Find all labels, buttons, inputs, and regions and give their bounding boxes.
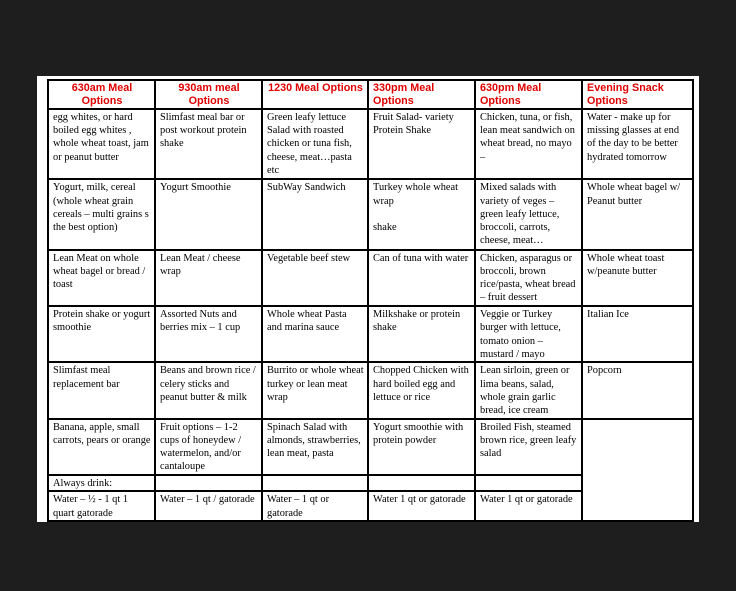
table-cell: Yogurt, milk, cereal (whole wheat grain cereals – multi grains s the best option): [48, 179, 155, 249]
table-row: [48, 109, 693, 179]
table-cell: Veggie or Turkey burger with lettuce, tomato onion – mustard / mayo: [475, 306, 582, 362]
table-cell-empty: [262, 475, 368, 491]
header-930am: 930am meal Options: [155, 80, 262, 109]
table-cell: Milkshake or protein shake: [368, 306, 475, 362]
table-cell: Whole wheat bagel w/ Peanut butter: [582, 179, 693, 249]
table-cell: Turkey whole wheat wrap shake: [368, 179, 475, 249]
table-cell: Whole wheat Pasta and marina sauce: [262, 306, 368, 362]
table-cell: Spinach Salad with almonds, strawberries, lean meat, pasta: [262, 419, 368, 475]
table-cell: Chopped Chicken with hard boiled egg and lettuce or rice: [368, 362, 475, 418]
header-330pm: 330pm Meal Options: [368, 80, 475, 109]
table-cell: Fruit options – 1-2 cups of honeydew / watermelon, and/or cantaloupe: [155, 419, 262, 475]
header-row: [48, 80, 693, 109]
water-cell: Water – 1 qt or gatorade: [262, 491, 368, 521]
water-cell: Water 1 qt or gatorade: [368, 491, 475, 521]
table-cell: Green leafy lettuce Salad with roasted chicken or tuna fish, cheese, meat…pasta etc: [262, 109, 368, 179]
table-cell: Italian Ice: [582, 306, 693, 362]
table-cell-empty: [368, 475, 475, 491]
table-cell: Lean Meat / cheese wrap: [155, 250, 262, 306]
table-cell: Banana, apple, small carrots, pears or orange: [48, 419, 155, 475]
table-cell: Protein shake or yogurt smoothie: [48, 306, 155, 362]
always-drink-label: Always drink:: [48, 475, 155, 491]
table-cell: Popcorn: [582, 362, 693, 418]
table-row: [48, 362, 693, 418]
table-cell: Slimfast meal replacement bar: [48, 362, 155, 418]
table-cell: Beans and brown rice / celery sticks and peanut butter & milk: [155, 362, 262, 418]
water-cell: Water – 1 qt / gatorade: [155, 491, 262, 521]
table-cell: Yogurt smoothie with protein powder: [368, 419, 475, 475]
meal-plan-sheet: [37, 76, 699, 522]
table-cell: Whole wheat toast w/peanute butter: [582, 250, 693, 306]
water-cell: Water 1 qt or gatorade: [475, 491, 582, 521]
table-cell: Lean sirloin, green or lima beans, salad, whole grain garlic bread, ice cream: [475, 362, 582, 418]
table-cell: Vegetable beef stew: [262, 250, 368, 306]
table-cell: Assorted Nuts and berries mix – 1 cup: [155, 306, 262, 362]
table-cell: Broiled Fish, steamed brown rice, green leafy salad: [475, 419, 582, 475]
table-cell: Slimfast meal bar or post workout protein shake: [155, 109, 262, 179]
table-row: [48, 250, 693, 306]
table-cell-empty: [582, 419, 693, 521]
header-630pm: 630pm Meal Options: [475, 80, 582, 109]
table-cell: Mixed salads with variety of veges – green leafy lettuce, broccoli, carrots, cheese, meat…: [475, 179, 582, 249]
table-cell: Chicken, tuna, or fish, lean meat sandwich on wheat bread, no mayo –: [475, 109, 582, 179]
table-cell: egg whites, or hard boiled egg whites , whole wheat toast, jam or peanut butter: [48, 109, 155, 179]
table-row: [48, 419, 693, 475]
table-cell: Lean Meat on whole wheat bagel or bread / toast: [48, 250, 155, 306]
water-cell: Water – ½ - 1 qt 1 quart gatorade: [48, 491, 155, 521]
header-evening-snack: Evening Snack Options: [582, 80, 693, 109]
header-1230: 1230 Meal Options: [262, 80, 368, 109]
table-cell: Burrito or whole wheat turkey or lean meat wrap: [262, 362, 368, 418]
table-cell: Can of tuna with water: [368, 250, 475, 306]
meal-plan-table: [47, 79, 694, 522]
table-row: [48, 179, 693, 249]
table-cell: SubWay Sandwich: [262, 179, 368, 249]
table-row: [48, 306, 693, 362]
table-cell-empty: [155, 475, 262, 491]
table-cell-empty: [475, 475, 582, 491]
table-cell: Yogurt Smoothie: [155, 179, 262, 249]
header-630am: 630am Meal Options: [48, 80, 155, 109]
table-cell: Fruit Salad- variety Protein Shake: [368, 109, 475, 179]
table-cell: Chicken, asparagus or broccoli, brown rice/pasta, wheat bread – fruit dessert: [475, 250, 582, 306]
table-cell: Water - make up for missing glasses at end of the day to be better hydrated tomorrow: [582, 109, 693, 179]
